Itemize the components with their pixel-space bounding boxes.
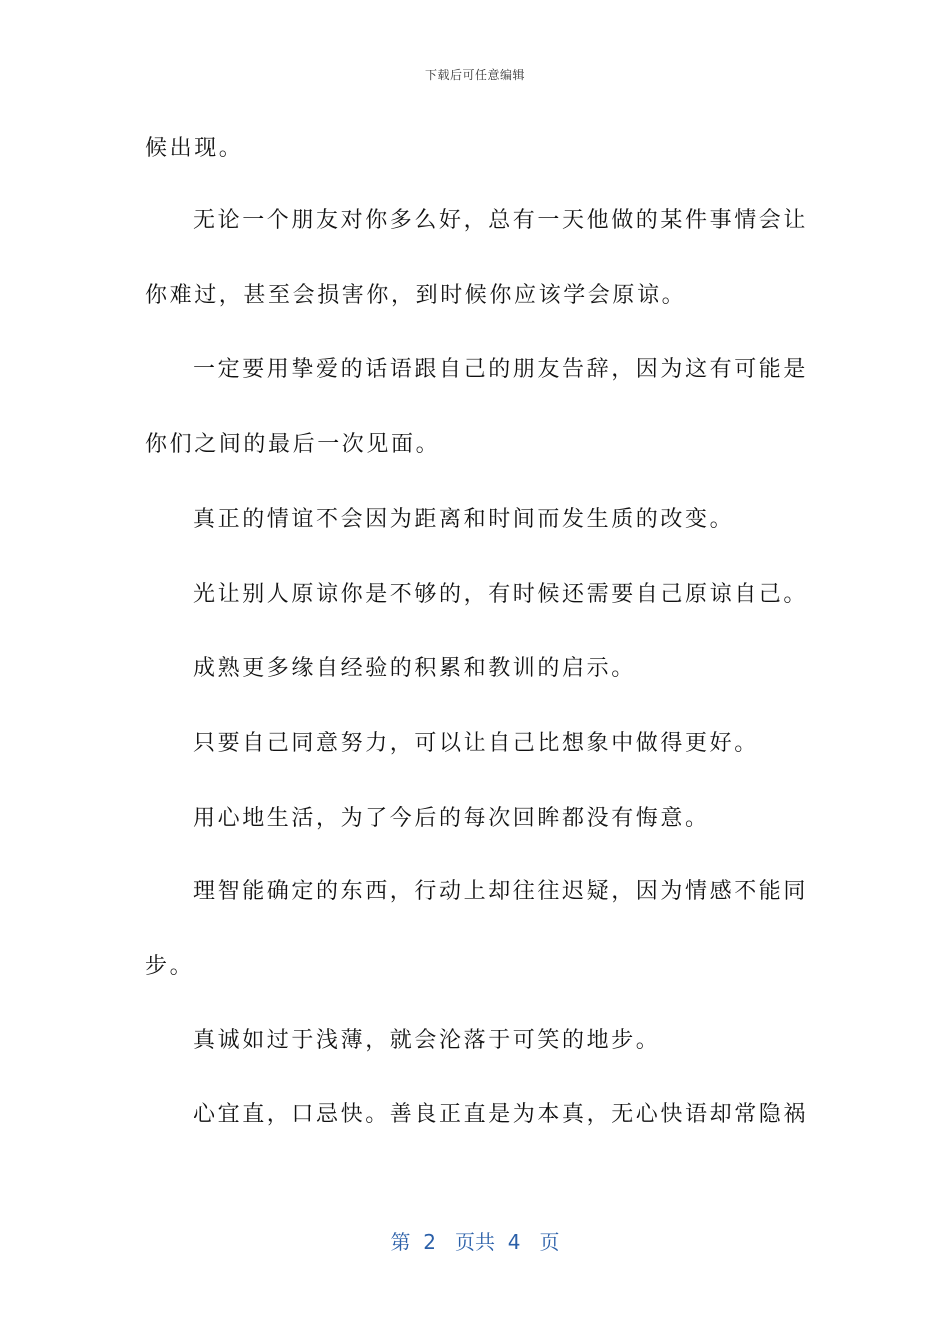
text-line: 真诚如过于浅薄，就会沦落于可笑的地步。 — [193, 1028, 661, 1053]
footer-suffix: 页 — [539, 1230, 560, 1254]
total-pages-number: 4 — [507, 1230, 521, 1254]
text-line: 一定要用挚爱的话语跟自己的朋友告辞，因为这有可能是 — [193, 357, 809, 382]
page-header: 下载后可任意编辑 — [424, 68, 525, 82]
footer-middle: 页共 — [455, 1230, 495, 1254]
text-line: 用心地生活，为了今后的每次回眸都没有悔意。 — [193, 806, 710, 831]
text-line: 无论一个朋友对你多么好，总有一天他做的某件事情会让 — [193, 208, 809, 233]
current-page-number: 2 — [423, 1230, 436, 1254]
text-line: 步。 — [145, 954, 195, 979]
page-footer — [0, 1226, 950, 1255]
text-line: 心宜直，口忌快。善良正直是为本真，无心快语却常隐祸 — [193, 1102, 809, 1127]
footer-prefix: 第 — [390, 1230, 411, 1254]
text-line: 你们之间的最后一次见面。 — [145, 432, 441, 457]
text-line: 候出现。 — [145, 136, 244, 161]
text-line: 只要自己同意努力，可以让自己比想象中做得更好。 — [193, 731, 759, 756]
text-line: 你难过，甚至会损害你，到时候你应该学会原谅。 — [145, 283, 687, 308]
text-line: 光让别人原谅你是不够的，有时候还需要自己原谅自己。 — [193, 582, 809, 607]
text-line: 成熟更多缘自经验的积累和教训的启示。 — [193, 656, 636, 681]
text-line: 理智能确定的东西，行动上却往往迟疑，因为情感不能同 — [193, 879, 809, 904]
text-line: 真正的情谊不会因为距离和时间而发生质的改变。 — [193, 507, 735, 532]
